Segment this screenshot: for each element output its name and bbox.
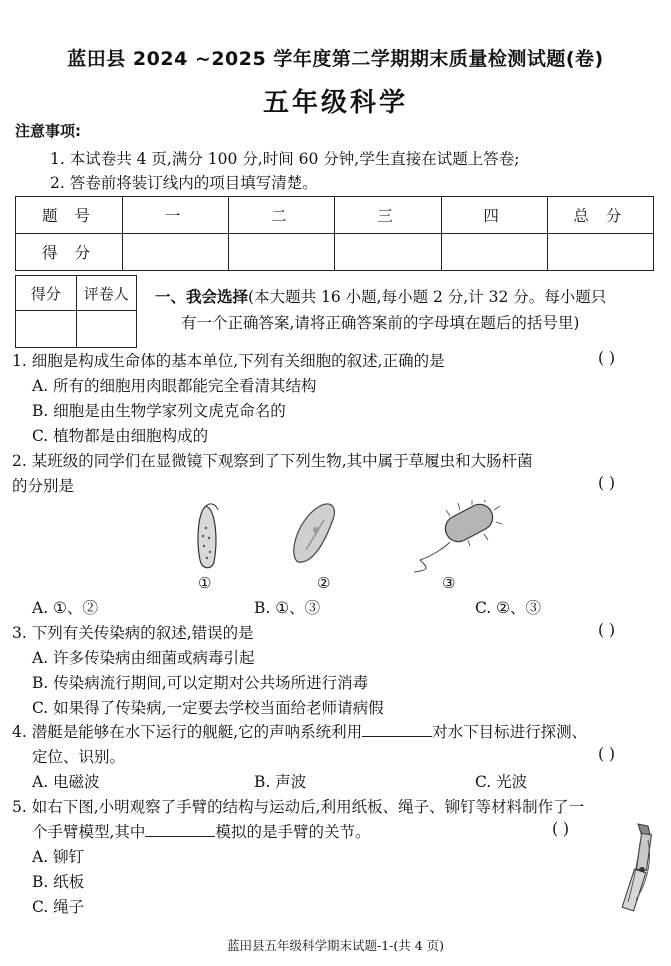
q5-option-c: C. 绳子: [32, 898, 85, 916]
q4-stem-1b: 对水下目标进行探测、: [432, 723, 588, 741]
score-cell[interactable]: [229, 234, 335, 271]
q5-answer-box[interactable]: ( ): [552, 820, 570, 838]
q2-stem-1: 2. 某班级的同学们在显微镜下观察到了下列生物,其中属于草履虫和大肠杆菌: [12, 452, 533, 470]
q5-stem-1: 5. 如右下图,小明观察了手臂的结构与运动后,利用纸板、绳子、铆钉等材料制作了一: [12, 798, 585, 816]
organism-label-1: ①: [198, 574, 212, 592]
q4-option-b: B. 声波: [254, 773, 307, 791]
q2-option-c: C. ②、③: [475, 599, 542, 617]
exam-title: 蓝田县 2024 ~2025 学年度第二学期期末质量检测试题(卷): [67, 48, 604, 70]
q1-option-b: B. 细胞是由生物学家列文虎克命名的: [32, 402, 286, 420]
q5-blank[interactable]: [145, 822, 215, 837]
score-header-cell: 三: [335, 197, 441, 234]
page-footer: 蓝田县五年级科学期末试题-1-(共 4 页): [226, 938, 445, 953]
q4-answer-box[interactable]: ( ): [598, 745, 616, 763]
q4-stem-1: [12, 720, 587, 742]
q1-option-c: C. 植物都是由细胞构成的: [32, 427, 209, 445]
score-header-cell: 一: [123, 197, 229, 234]
score-table: [15, 196, 654, 271]
q3-option-c: C. 如果得了传染病,一定要去学校当面给老师请病假: [32, 699, 384, 717]
organism-label-2: ②: [317, 574, 331, 592]
score-header-cell: 二: [229, 197, 335, 234]
notes-heading: 注意事项:: [15, 122, 81, 140]
q2-answer-box[interactable]: ( ): [598, 474, 616, 492]
grader-score-label: 得分: [16, 276, 77, 311]
q2-option-b: B. ①、③: [254, 599, 321, 617]
note-item-1: 1. 本试卷共 4 页,满分 100 分,时间 60 分钟,学生直接在试题上答卷;: [50, 150, 520, 168]
q5-stem-2b: 模拟的是手臂的关节。: [215, 823, 371, 841]
q1-stem: 1. 细胞是构成生命体的基本单位,下列有关细胞的叙述,正确的是: [12, 352, 445, 370]
score-header-cell: 题 号: [16, 197, 123, 234]
microorganisms-illustration: [188, 500, 508, 590]
section1-title: 一、我会选择: [155, 288, 249, 306]
score-header-cell: 四: [441, 197, 547, 234]
q3-stem: 3. 下列有关传染病的叙述,错误的是: [12, 624, 254, 642]
exam-subject: 五年级科学: [262, 88, 408, 118]
q1-option-a: A. 所有的细胞用肉眼都能完全看清其结构: [32, 377, 317, 395]
score-table-score-row: [16, 234, 654, 271]
q5-stem-2: [32, 820, 370, 842]
score-cell[interactable]: [441, 234, 547, 271]
organism-2-illustration: [294, 504, 335, 562]
grader-name-label: 评卷人: [76, 276, 137, 311]
score-cell[interactable]: [547, 234, 653, 271]
grader-table: [15, 275, 137, 348]
organism-label-3: ③: [442, 574, 456, 592]
section1-heading: [155, 285, 606, 307]
arm-model-icon: [622, 824, 651, 911]
q3-option-a: A. 许多传染病由细菌或病毒引起: [32, 649, 255, 667]
organism-3-illustration: [414, 500, 502, 572]
score-cell[interactable]: [335, 234, 441, 271]
note-item-2: 2. 答卷前将装订线内的项目填写清楚。: [50, 174, 318, 192]
q4-stem-1a: 4. 潜艇是能够在水下运行的舰艇,它的声呐系统利用: [12, 723, 363, 741]
score-row-label: 得 分: [16, 234, 123, 271]
q4-option-a: A. 电磁波: [32, 773, 100, 791]
grader-score-cell[interactable]: [16, 311, 77, 348]
q2-option-a: A. ①、②: [32, 599, 98, 617]
q5-option-a: A. 铆钉: [32, 848, 85, 866]
score-table-header-row: [16, 197, 654, 234]
section1-desc-2: 有一个正确答案,请将正确答案前的字母填在题后的括号里): [181, 314, 580, 332]
q5-stem-2a: 个手臂模型,其中: [32, 823, 146, 841]
q1-answer-box[interactable]: ( ): [598, 349, 616, 367]
q5-option-b: B. 纸板: [32, 873, 85, 891]
q4-stem-2: 定位、识别。: [32, 748, 126, 766]
score-header-cell: 总 分: [547, 197, 653, 234]
score-cell[interactable]: [123, 234, 229, 271]
arm-model-illustration: [612, 820, 658, 915]
q3-option-b: B. 传染病流行期间,可以定期对公共场所进行消毒: [32, 674, 369, 692]
section1-desc-1: (本大题共 16 小题,每小题 2 分,计 32 分。每小题只: [248, 288, 607, 306]
organism-1-illustration: [198, 504, 218, 568]
grader-name-cell[interactable]: [76, 311, 137, 348]
q4-blank[interactable]: [362, 722, 432, 737]
q3-answer-box[interactable]: ( ): [598, 621, 616, 639]
q4-option-c: C. 光波: [475, 773, 528, 791]
q2-stem-2: 的分别是: [12, 477, 75, 495]
